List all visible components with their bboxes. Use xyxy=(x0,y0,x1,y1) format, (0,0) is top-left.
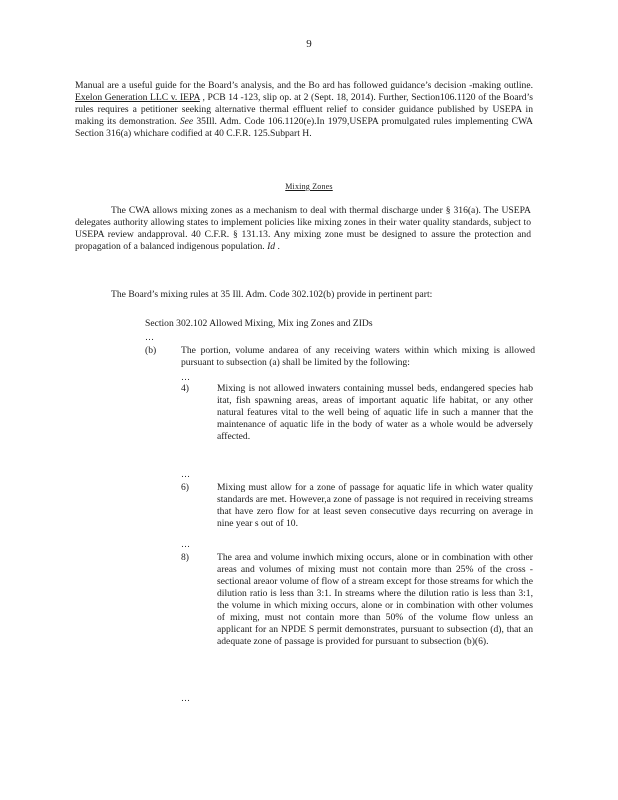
paragraph-cwa xyxy=(75,205,531,253)
case-citation: Exelon Generation LLC v. IEPA xyxy=(75,92,200,103)
intro-after-case: , PCB 14 -123, slip op. at 2 (Sept. 18, 2014). Further, Section106.1120 of the Board’s rules requires a petitioner seeking alternative thermal effluent relief to consider guidance published by USEPA in making its demonstration. xyxy=(75,92,533,127)
item-8-label: 8) xyxy=(181,552,189,563)
section-heading: Mixing Zones xyxy=(285,182,333,191)
paragraph-cwa-text: The CWA allows mixing zones as a mechanism to deal with thermal discharge under § 316(a). The USEPA delegates authority allowing states to implement policies like mixing zones in their water quality standards, subject to USEPA review andapproval. 40 C.F.R. § 131.13. Any mixing zone must be designed to assure the protection and propagation of a balanced indigenous population. xyxy=(75,205,531,252)
item-8-text: The area and volume inwhich mixing occurs, alone or in combination with other areas and volumes of mixing must not contain more than 25% of the cross -sectional areaor volume of flow of a stream except for those streams for which the dilution ratio is less than 3:1. In streams where the dilution ratio is less than 3:1, the volume in which mixing occurs, alone or in combination with other volumes of mixing, must not contain more than 50% of the volume flow unless an applicant for an NPDE S permit demonstrates, pursuant to subsection (d), that an adequate zone of passage is provided for pursuant to subsection (b)(6). xyxy=(217,552,533,647)
paragraph-cwa-end: . xyxy=(275,241,280,252)
intro-paragraph xyxy=(75,80,533,140)
item-6-label: 6) xyxy=(181,482,189,493)
ellipsis: … xyxy=(181,693,191,703)
intro-tail: 35Ill. Adm. Code 106.1120(e).In 1979,USEPA promulgated rules implementing CWA Section 316(a) whichare codified at 40 C.F.R. 125.Subpart H. xyxy=(75,116,533,139)
item-4-label: 4) xyxy=(181,383,189,394)
ellipsis: … xyxy=(181,372,191,382)
page-number: 9 xyxy=(306,38,312,50)
quoted-section-title: Section 302.102 Allowed Mixing, Mix ing Zones and ZIDs xyxy=(145,318,373,329)
ellipsis: … xyxy=(181,469,191,479)
subsection-b-text: The portion, volume andarea of any receiving waters within which mixing is allowed pursuant to subsection (a) shall be limited by the following: xyxy=(181,345,535,368)
intro-lead: Manual are a useful guide for the Board’s analysis, and the Bo ard has followed guidance’s decision -making outline. xyxy=(75,80,533,91)
subsection-b-label: (b) xyxy=(145,345,157,356)
id-signal: Id xyxy=(267,241,276,252)
item-4-text: Mixing is not allowed inwaters containing mussel beds, endangered species hab itat, fish spawning areas, areas of important aquatic life habitat, or any other natural features vital to the well being of aquatic life in such a manner that the maintenance of aquatic life in the body of water as a whole would be adversely affected. xyxy=(217,383,533,442)
ellipsis: … xyxy=(145,332,155,342)
paragraph-board-rules: The Board’s mixing rules at 35 Ill. Adm. Code 302.102(b) provide in pertinent part: xyxy=(111,289,433,300)
item-6-text: Mixing must allow for a zone of passage for aquatic life in which water quality standards are met. However,a zone of passage is not required in receiving streams that have zero flow for at least seven consecutive days recurring on average in nine year s out of 10. xyxy=(217,482,533,529)
see-signal: See xyxy=(179,116,194,127)
ellipsis: … xyxy=(181,539,191,549)
